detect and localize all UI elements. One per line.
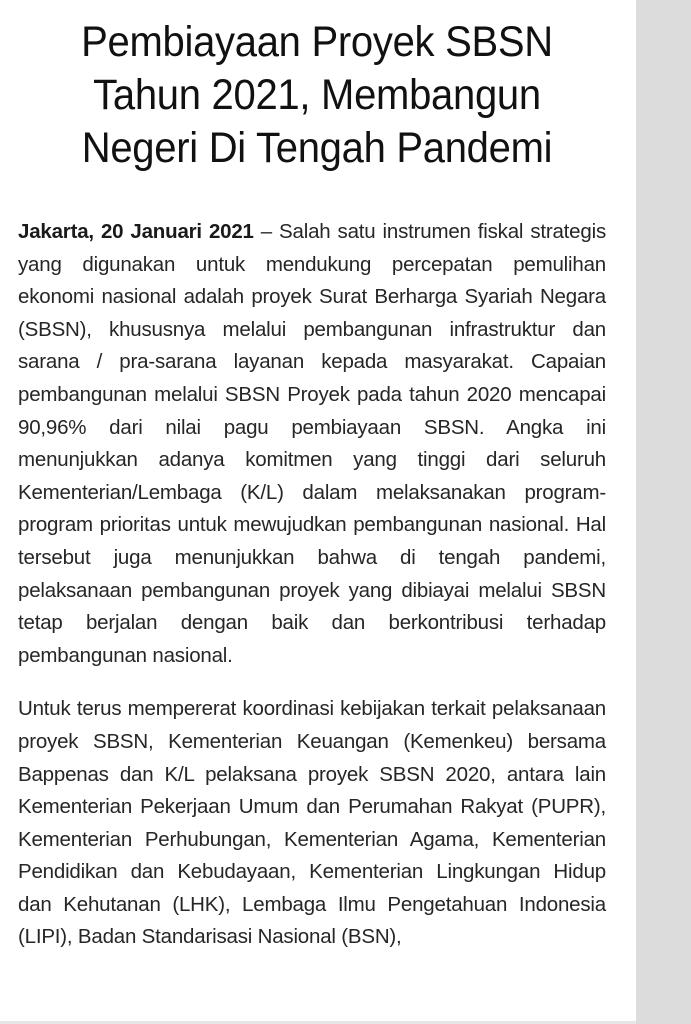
article-title: Pembiayaan Proyek SBSN Tahun 2021, Membangun Negeri Di Tengah Pandemi: [81, 18, 553, 172]
side-gutter-panel: [636, 0, 691, 1024]
article-paragraph-2: Untuk terus mempererat koordinasi kebijakan terkait pelaksanaan proyek SBSN, Kementerian Keuangan (Kemenkeu) bersama Bappenas dan K/L pelaksana proyek SBSN 2020, antara lain Kementerian Pekerjaan Umum dan Perumahan Rakyat (PUPR), Kementerian Perhubungan, Kementerian Agama, Kementerian Pendidikan dan Kebudayaan, Kementerian Lingkungan Hidup dan Kehutanan (LHK), Lembaga Ilmu Pengetahuan Indonesia (LIPI), Badan Standarisasi Nasional (BSN),: [18, 697, 606, 949]
paragraph-1-text: – Salah satu instrumen fiskal strategis yang digunakan untuk mendukung percepatan pemulihan ekonomi nasional adalah proyek Surat Berharga Syariah Negara (SBSN), khususnya melalui pembangunan infrastruktur dan sarana / pra-sarana layanan kepada masyarakat. Capaian pembangunan melalui SBSN Proyek pada tahun 2020 mencapai 90,96% dari nilai pagu pembiayaan SBSN. Angka ini menunjukkan adanya komitmen yang tinggi dari seluruh Kementerian/Lembaga (K/L) dalam melaksanakan program-program prioritas untuk mewujudkan pembangunan nasional. Hal tersebut juga menunjukkan bahwa di tengah pandemi, pelaksanaan pembangunan proyek yang dibiayai melalui SBSN tetap berjalan dengan baik dan berkontribusi terhadap pembangunan nasional.: [18, 220, 606, 667]
article-body: [18, 216, 606, 975]
dateline: Jakarta, 20 Januari 2021: [18, 220, 254, 243]
article-paragraph-1: [18, 216, 606, 672]
